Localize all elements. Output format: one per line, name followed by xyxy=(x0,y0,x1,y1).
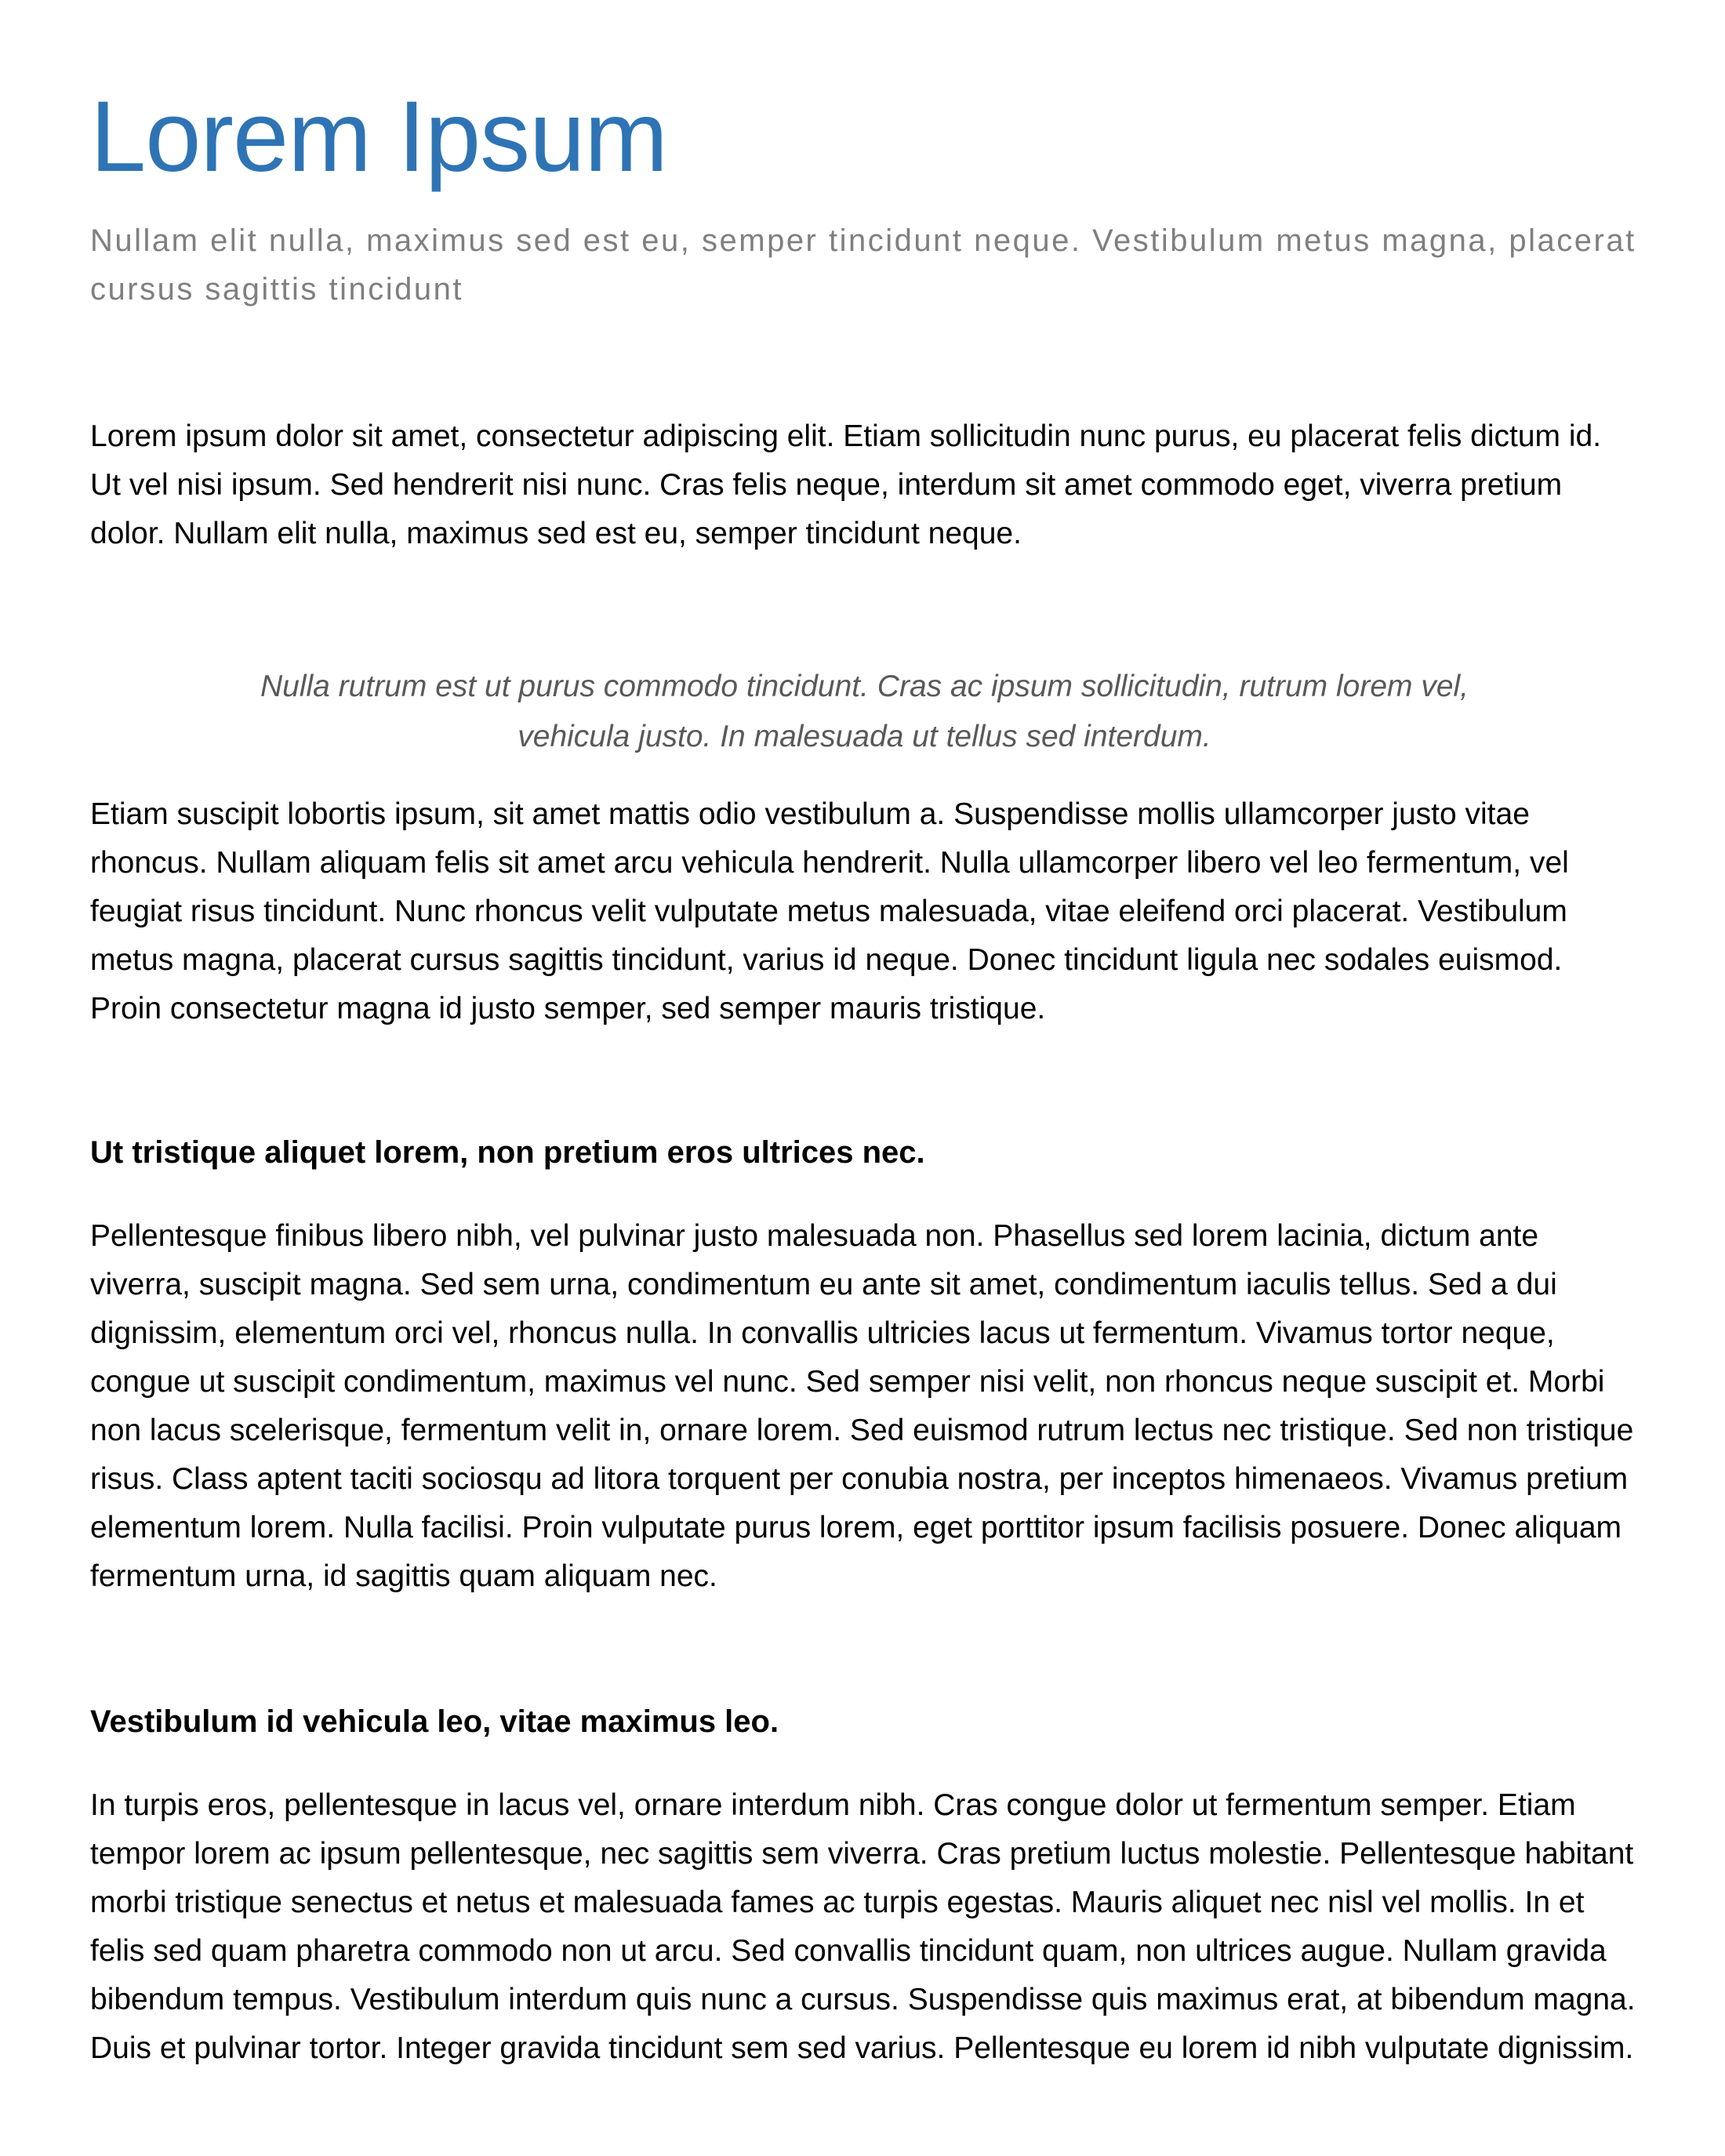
section-heading-2: Vestibulum id vehicula leo, vitae maximus leo. xyxy=(90,1704,779,1740)
section-heading-1: Ut tristique aliquet lorem, non pretium eros ultrices nec. xyxy=(90,1135,925,1171)
body-paragraph-4: In turpis eros, pellentesque in lacus vel, ornare interdum nibh. Cras congue dolor ut fermentum semper. Etiam tempor lorem ac ipsum pellentesque, nec sagittis sem viverra. Cras pretium luctus molestie. Pellentesque habitant morbi tristique senectus et netus et malesuada fames ac turpis egestas. Mauris aliquet nec nisl vel mollis. In et felis sed quam pharetra commodo non ut arcu. Sed convallis tincidunt quam, non ultrices augue. Nullam gravida bibendum tempus. Vestibulum interdum quis nunc a cursus. Suspendisse quis maximus erat, at bibendum magna. Duis et pulvinar tortor. Integer gravida tincidunt sem sed varius. Pellentesque eu lorem id nibh vulputate dignissim. xyxy=(90,1788,1636,2066)
body-paragraph-1: Lorem ipsum dolor sit amet, consectetur adipiscing elit. Etiam sollicitudin nunc purus, eu placerat felis dictum id. Ut vel nisi ipsum. Sed hendrerit nisi nunc. Cras felis neque, interdum sit amet commodo eget, viverra pretium dolor. Nullam elit nulla, maximus sed est eu, semper tincidunt neque. xyxy=(90,419,1602,551)
document-subtitle: Nullam elit nulla, maximus sed est eu, semper tincidunt neque. Vestibulum metus magna, placerat cursus sagittis tincidunt xyxy=(90,223,1636,307)
document-title: Lorem Ipsum xyxy=(90,81,667,193)
body-paragraph-3: Pellentesque finibus libero nibh, vel pulvinar justo malesuada non. Phasellus sed lorem lacinia, dictum ante viverra, suscipit magna. Sed sem urna, condimentum eu ante sit amet, condimentum iaculis tellus. Sed a dui dignissim, elementum orci vel, rhoncus nulla. In convallis ultricies lacus ut fermentum. Vivamus tortor neque, congue ut suscipit condimentum, maximus vel nunc. Sed semper nisi velit, non rhoncus neque suscipit et. Morbi non lacus scelerisque, fermentum velit in, ornare lorem. Sed euismod rutrum lectus nec tristique. Sed non tristique risus. Class aptent taciti sociosqu ad litora torquent per conubia nostra, per inceptos himenaeos. Vivamus pretium elementum lorem. Nulla facilisi. Proin vulputate purus lorem, eget porttitor ipsum facilisis posuere. Donec aliquam fermentum urna, id sagittis quam aliquam nec. xyxy=(90,1219,1634,1594)
body-paragraph-2: Etiam suscipit lobortis ipsum, sit amet mattis odio vestibulum a. Suspendisse mollis ullamcorper justo vitae rhoncus. Nullam aliquam felis sit amet arcu vehicula hendrerit. Nulla ullamcorper libero vel leo fermentum, vel feugiat risus tincidunt. Nunc rhoncus velit vulputate metus malesuada, vitae eleifend orci placerat. Vestibulum metus magna, placerat cursus sagittis tincidunt, varius id neque. Donec tincidunt ligula nec sodales euismod. Proin consectetur magna id justo semper, sed semper mauris tristique. xyxy=(90,797,1569,1026)
centered-quote: Nulla rutrum est ut purus commodo tincidunt. Cras ac ipsum sollicitudin, rutrum lorem vel, vehicula justo. In malesuada ut tellus sed interdum. xyxy=(260,670,1469,754)
